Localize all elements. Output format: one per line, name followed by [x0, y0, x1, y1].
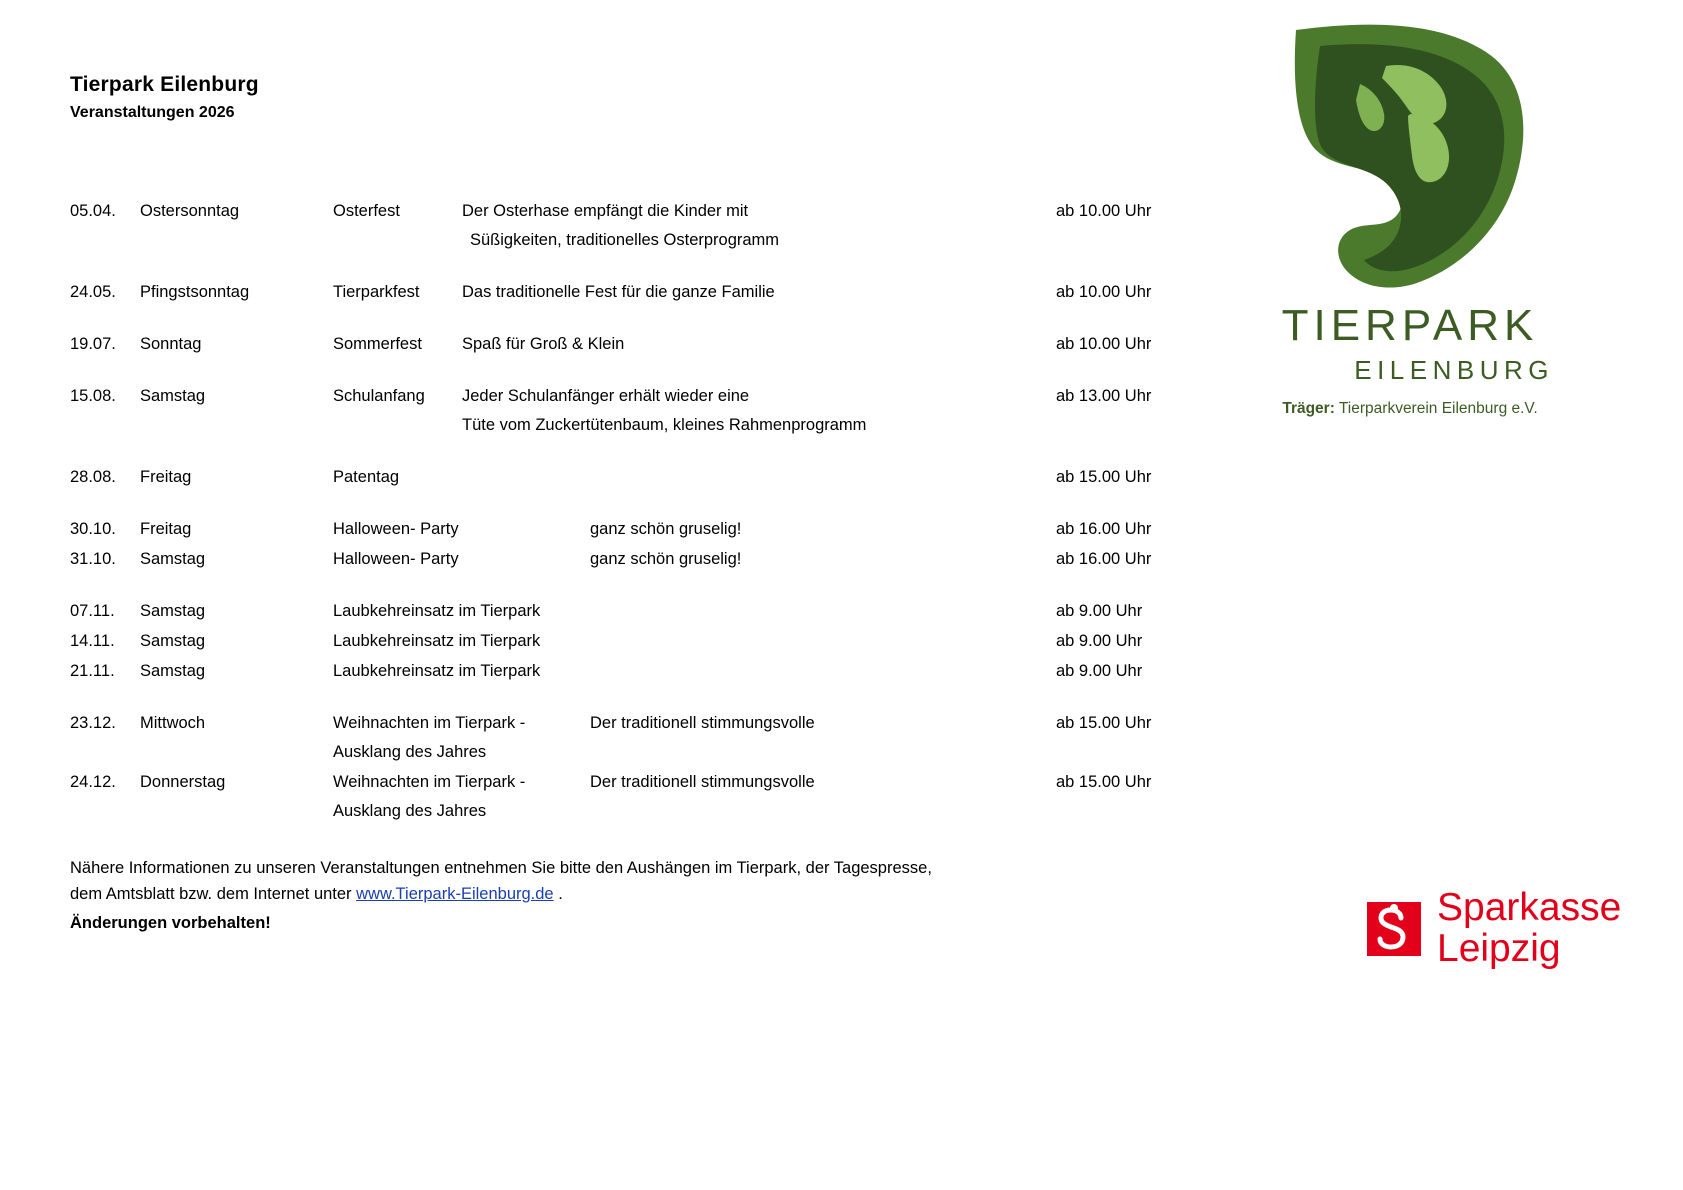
event-title: Laubkehreinsatz im Tierpark [333, 632, 541, 650]
event-title: Osterfest [333, 202, 400, 220]
event-date: 28.08. [70, 468, 116, 486]
event-row [70, 767, 1280, 797]
event-description: Jeder Schulanfänger erhält wieder eine [462, 387, 750, 405]
event-title: Weihnachten im Tierpark - [333, 773, 526, 791]
event-group [70, 381, 1280, 440]
event-group [70, 596, 1280, 686]
event-date: 15.08. [70, 387, 116, 405]
event-weekday: Ostersonntag [140, 202, 240, 220]
event-title-cont: Ausklang des Jahres [333, 743, 487, 761]
website-link[interactable]: www.Tierpark-Eilenburg.de [356, 885, 554, 904]
event-date: 24.05. [70, 283, 116, 301]
tierpark-logo-wordmark: TIERPARK [1281, 301, 1539, 350]
event-group [70, 514, 1280, 574]
event-description: Der traditionell stimmungsvolle [590, 773, 815, 791]
event-description: Das traditionelle Fest für die ganze Familie [462, 283, 775, 301]
event-time: ab 16.00 Uhr [1056, 550, 1152, 568]
sparkasse-line1: Sparkasse [1437, 886, 1622, 929]
event-date: 05.04. [70, 202, 116, 220]
event-time: ab 9.00 Uhr [1056, 632, 1143, 650]
event-date: 14.11. [70, 632, 115, 650]
event-title: Weihnachten im Tierpark - [333, 714, 526, 732]
event-time: ab 16.00 Uhr [1056, 520, 1152, 538]
event-time: ab 13.00 Uhr [1056, 387, 1152, 405]
tierpark-logo [1260, 18, 1560, 418]
event-time: ab 15.00 Uhr [1056, 714, 1152, 732]
tierpark-logo-traeger [1260, 400, 1560, 418]
event-date: 19.07. [70, 335, 116, 353]
event-row-continuation [70, 226, 1280, 255]
event-description: ganz schön gruselig! [590, 550, 742, 568]
event-weekday: Mittwoch [140, 714, 206, 732]
tierpark-logo-subwordmark: EILENBURG [1354, 355, 1554, 385]
footer-note-line1: Nähere Informationen zu unseren Veranstaltungen entnehmen Sie bitte den Aushängen im Tierpark, der Tagespresse, [70, 859, 932, 877]
event-date: 31.10. [70, 550, 116, 568]
event-weekday: Donnerstag [140, 773, 226, 791]
event-row [70, 462, 1280, 492]
event-row-continuation [70, 411, 1280, 440]
footer-note-disclaimer: Änderungen vorbehalten! [70, 913, 271, 932]
event-date: 21.11. [70, 662, 115, 680]
event-weekday: Freitag [140, 520, 192, 538]
event-group [70, 462, 1280, 492]
page-header [70, 72, 259, 123]
event-group [70, 196, 1280, 255]
event-description: Der Osterhase empfängt die Kinder mit [462, 202, 749, 220]
event-description-cont: Tüte vom Zuckertütenbaum, kleines Rahmenprogramm [462, 416, 867, 434]
event-weekday: Samstag [140, 632, 206, 650]
event-time: ab 10.00 Uhr [1056, 202, 1152, 220]
event-row [70, 544, 1280, 574]
event-row [70, 596, 1280, 626]
event-row-continuation [70, 797, 1280, 826]
event-group [70, 277, 1280, 307]
event-description: Der traditionell stimmungsvolle [590, 714, 815, 732]
event-title: Laubkehreinsatz im Tierpark [333, 662, 541, 680]
event-group [70, 329, 1280, 359]
event-row [70, 708, 1280, 738]
traeger-label: Träger: [1282, 400, 1335, 417]
event-description: ganz schön gruselig! [590, 520, 742, 538]
event-title: Halloween- Party [333, 520, 459, 538]
event-title: Halloween- Party [333, 550, 459, 568]
event-title: Schulanfang [333, 387, 425, 405]
event-row [70, 381, 1280, 411]
event-time: ab 10.00 Uhr [1056, 283, 1152, 301]
event-time: ab 10.00 Uhr [1056, 335, 1152, 353]
event-row [70, 329, 1280, 359]
event-time: ab 9.00 Uhr [1056, 662, 1143, 680]
footer-note [70, 855, 1180, 936]
event-weekday: Samstag [140, 387, 206, 405]
event-date: 23.12. [70, 714, 116, 732]
event-weekday: Sonntag [140, 335, 202, 353]
event-title: Patentag [333, 468, 400, 486]
event-title: Sommerfest [333, 335, 422, 353]
event-date: 07.11. [70, 602, 115, 620]
event-row [70, 514, 1280, 544]
event-row [70, 277, 1280, 307]
sparkasse-s-icon [1367, 902, 1421, 956]
tierpark-logo-mark-icon [1290, 18, 1530, 290]
footer-note-line2-after: . [553, 885, 563, 904]
event-weekday: Samstag [140, 550, 206, 568]
event-description: Spaß für Groß & Klein [462, 335, 625, 353]
sparkasse-wordmark [1437, 888, 1621, 970]
event-row [70, 656, 1280, 686]
event-description-cont: Süßigkeiten, traditionelles Osterprogramm [470, 231, 780, 249]
traeger-value: Tierparkverein Eilenburg e.V. [1334, 400, 1538, 417]
event-weekday: Pfingstsonntag [140, 283, 250, 301]
event-date: 30.10. [70, 520, 116, 538]
event-title: Tierparkfest [333, 283, 420, 301]
footer-note-line2-before: dem Amtsblatt bzw. dem Internet unter [70, 885, 357, 904]
event-time: ab 9.00 Uhr [1056, 602, 1143, 620]
event-row [70, 626, 1280, 656]
event-group [70, 708, 1280, 826]
event-weekday: Freitag [140, 468, 192, 486]
event-row [70, 196, 1280, 226]
event-time: ab 15.00 Uhr [1056, 773, 1152, 791]
event-weekday: Samstag [140, 602, 206, 620]
sparkasse-line2: Leipzig [1437, 926, 1561, 970]
events-list [70, 196, 1280, 826]
event-title: Laubkehreinsatz im Tierpark [333, 602, 541, 620]
page-title: Tierpark Eilenburg [70, 73, 259, 96]
page-subtitle: Veranstaltungen 2026 [70, 104, 235, 122]
event-title-cont: Ausklang des Jahres [333, 802, 487, 820]
sparkasse-logo [1367, 888, 1621, 970]
event-weekday: Samstag [140, 662, 206, 680]
event-time: ab 15.00 Uhr [1056, 468, 1152, 486]
event-date: 24.12. [70, 773, 116, 791]
event-row-continuation [70, 738, 1280, 767]
